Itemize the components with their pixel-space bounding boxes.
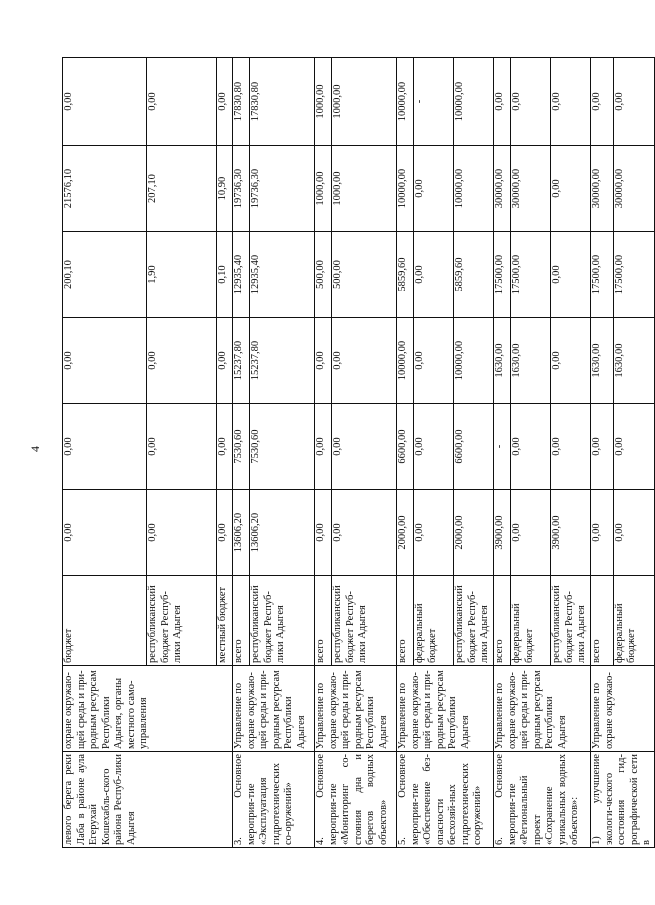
table-cell: 6600,00: [454, 404, 494, 490]
table-cell: 10000,00: [397, 318, 414, 404]
table-cell: Управление по охране окружаю-щей среды и при-родным ресурсам Республики Адыгея: [315, 666, 397, 752]
table-cell: 500,00: [315, 232, 332, 318]
table-cell: 0,00: [494, 58, 511, 146]
table-cell: республиканский бюджет Респуб-лики Адыгея: [250, 576, 315, 666]
table-cell: 5859,60: [454, 232, 494, 318]
table-cell: 0,00: [315, 318, 332, 404]
table-cell: 1630,00: [591, 318, 614, 404]
table-cell: 0,00: [332, 404, 397, 490]
table-cell: 0,00: [217, 404, 233, 490]
table-cell: 207,10: [147, 146, 217, 232]
table-cell: 0,00: [315, 404, 332, 490]
table-cell: Управление по охране окружаю-щей среды и при-родным ресурсам Республики Адыгея: [397, 666, 494, 752]
table-cell: 15237,80: [233, 318, 250, 404]
table-cell: 1000,00: [315, 146, 332, 232]
table-cell: 10000,00: [454, 146, 494, 232]
table-cell: 1000,00: [332, 146, 397, 232]
table-cell: 0,00: [591, 404, 614, 490]
table-cell: 2000,00: [454, 490, 494, 576]
table-cell: 7530,60: [233, 404, 250, 490]
table-cell: федеральный бюджет: [414, 576, 454, 666]
table-cell: 10000,00: [397, 58, 414, 146]
table-cell: 12935,40: [250, 232, 315, 318]
table-cell: 6. Основное мероприя-тие «Региональный проект «Сохранение уникальных водных объектов»:: [494, 752, 591, 848]
table-cell: всего: [494, 576, 511, 666]
table-row: [233, 58, 250, 848]
table-cell: 0,00: [613, 404, 654, 490]
table-cell: 6600,00: [397, 404, 414, 490]
table-cell: 3900,00: [494, 490, 511, 576]
table-cell: 17500,00: [494, 232, 511, 318]
table-cell: Управление по охране окружаю-щей среды и при-родным ресурсам Республики Адыгея: [494, 666, 591, 752]
table-row: [591, 58, 614, 848]
table-cell: 5859,60: [397, 232, 414, 318]
table-cell: 1) улучшение экологи-ческого состояния гид-рографической сети в: [591, 752, 655, 848]
table-cell: 0,00: [551, 404, 591, 490]
table-cell: 0,00: [63, 490, 147, 576]
table-cell: 0,00: [315, 490, 332, 576]
table-cell: всего: [233, 576, 250, 666]
table-cell: республиканский бюджет Респуб-лики Адыгея: [454, 576, 494, 666]
table-cell: 4. Основное мероприя-тие «Мониторинг со-стояния дна и берегов водных объектов»: [315, 752, 397, 848]
table-cell: 3. Основное мероприя-тие «Эксплуатация гидротехнических со-оружений»: [233, 752, 315, 848]
table-cell: 0,00: [551, 232, 591, 318]
table-cell: -: [494, 404, 511, 490]
table-cell: 21576,10: [63, 146, 147, 232]
table-cell: 0,00: [511, 58, 551, 146]
table-cell: 5. Основное мероприя-тие «Обеспечение без-опасности бесхозяй-ных гидротехнических сооружений»: [397, 752, 494, 848]
table-cell: 10,90: [217, 146, 233, 232]
table-cell: 0,00: [217, 490, 233, 576]
table-cell: 0,00: [414, 490, 454, 576]
table-cell: 19736,30: [233, 146, 250, 232]
table-cell: республиканский бюджет Респуб-лики Адыгея: [551, 576, 591, 666]
table-cell: 15237,80: [250, 318, 315, 404]
table-cell: 0,00: [591, 490, 614, 576]
table-cell: 0,00: [414, 232, 454, 318]
table-cell: 0,00: [511, 404, 551, 490]
table-row: [397, 58, 414, 848]
table-cell: 3900,00: [551, 490, 591, 576]
table-cell: 0,00: [551, 58, 591, 146]
table-cell: охране окружаю-щей среды и при-родным ресурсам Республики Адыгея, органы местного само-управления: [63, 666, 233, 752]
table-cell: 30000,00: [591, 146, 614, 232]
table-row: [494, 58, 511, 848]
table-cell: 0,00: [414, 404, 454, 490]
table-cell: 0,00: [332, 490, 397, 576]
table-cell: 0,00: [147, 318, 217, 404]
table-cell: 0,00: [147, 490, 217, 576]
table-cell: 0,00: [613, 490, 654, 576]
table-cell: 30000,00: [511, 146, 551, 232]
table-cell: республиканский бюджет Респуб-лики Адыгея: [147, 576, 217, 666]
table-cell: 0,00: [551, 146, 591, 232]
rotated-table-wrapper: [62, 58, 652, 848]
table-cell: 17830,80: [233, 58, 250, 146]
table-cell: Управление по охране окружаю-: [591, 666, 655, 752]
table-cell: левого берега реки Лаба в районе аула Егерухай Кошехабль-ского района Респуб-лики Адыгея: [63, 752, 233, 848]
table-cell: всего: [315, 576, 332, 666]
table-cell: 0,00: [63, 58, 147, 146]
table-cell: 10000,00: [397, 146, 414, 232]
table-cell: всего: [397, 576, 414, 666]
table-cell: 7530,60: [250, 404, 315, 490]
table-cell: 0,00: [63, 404, 147, 490]
table-cell: 0,10: [217, 232, 233, 318]
table-cell: 12935,40: [233, 232, 250, 318]
table-cell: 30000,00: [494, 146, 511, 232]
table-cell: 1630,00: [494, 318, 511, 404]
table-cell: бюджет: [63, 576, 147, 666]
table-cell: 10000,00: [454, 58, 494, 146]
table-cell: 10000,00: [454, 318, 494, 404]
table-cell: республиканский бюджет Респуб-лики Адыгея: [332, 576, 397, 666]
table-cell: 17830,80: [250, 58, 315, 146]
table-row: [63, 58, 147, 848]
table-cell: федеральный бюджет: [511, 576, 551, 666]
table-cell: местный бюджет: [217, 576, 233, 666]
table-cell: 1000,00: [315, 58, 332, 146]
table-cell: 1000,00: [332, 58, 397, 146]
table-cell: всего: [591, 576, 614, 666]
table-cell: 19736,30: [250, 146, 315, 232]
table-cell: 0,00: [414, 318, 454, 404]
table-cell: 13606,20: [250, 490, 315, 576]
table-cell: 1630,00: [613, 318, 654, 404]
table-cell: 17500,00: [511, 232, 551, 318]
table-cell: 1630,00: [511, 318, 551, 404]
table-cell: 0,00: [511, 490, 551, 576]
table-cell: 0,00: [591, 58, 614, 146]
table-cell: 0,00: [217, 58, 233, 146]
table-cell: 17500,00: [613, 232, 654, 318]
table-cell: 0,00: [63, 318, 147, 404]
table-cell: 0,00: [147, 404, 217, 490]
table-cell: 2000,00: [397, 490, 414, 576]
budget-table: [62, 57, 655, 848]
table-row: [315, 58, 332, 848]
table-cell: 17500,00: [591, 232, 614, 318]
table-cell: 0,00: [147, 58, 217, 146]
table-cell: 1,90: [147, 232, 217, 318]
table-cell: 0,00: [414, 146, 454, 232]
table-cell: 30000,00: [613, 146, 654, 232]
table-cell: 0,00: [551, 318, 591, 404]
table-cell: 13606,20: [233, 490, 250, 576]
table-cell: Управление по охране окружаю-щей среды и при-родным ресурсам Республики Адыгея: [233, 666, 315, 752]
page-number: 4: [28, 446, 42, 452]
table-cell: федеральный бюджет: [613, 576, 654, 666]
table-cell: 200,10: [63, 232, 147, 318]
table-cell: 500,00: [332, 232, 397, 318]
table-cell: 0,00: [613, 58, 654, 146]
table-cell: 0,00: [217, 318, 233, 404]
table-cell: -: [414, 58, 454, 146]
table-cell: 0,00: [332, 318, 397, 404]
